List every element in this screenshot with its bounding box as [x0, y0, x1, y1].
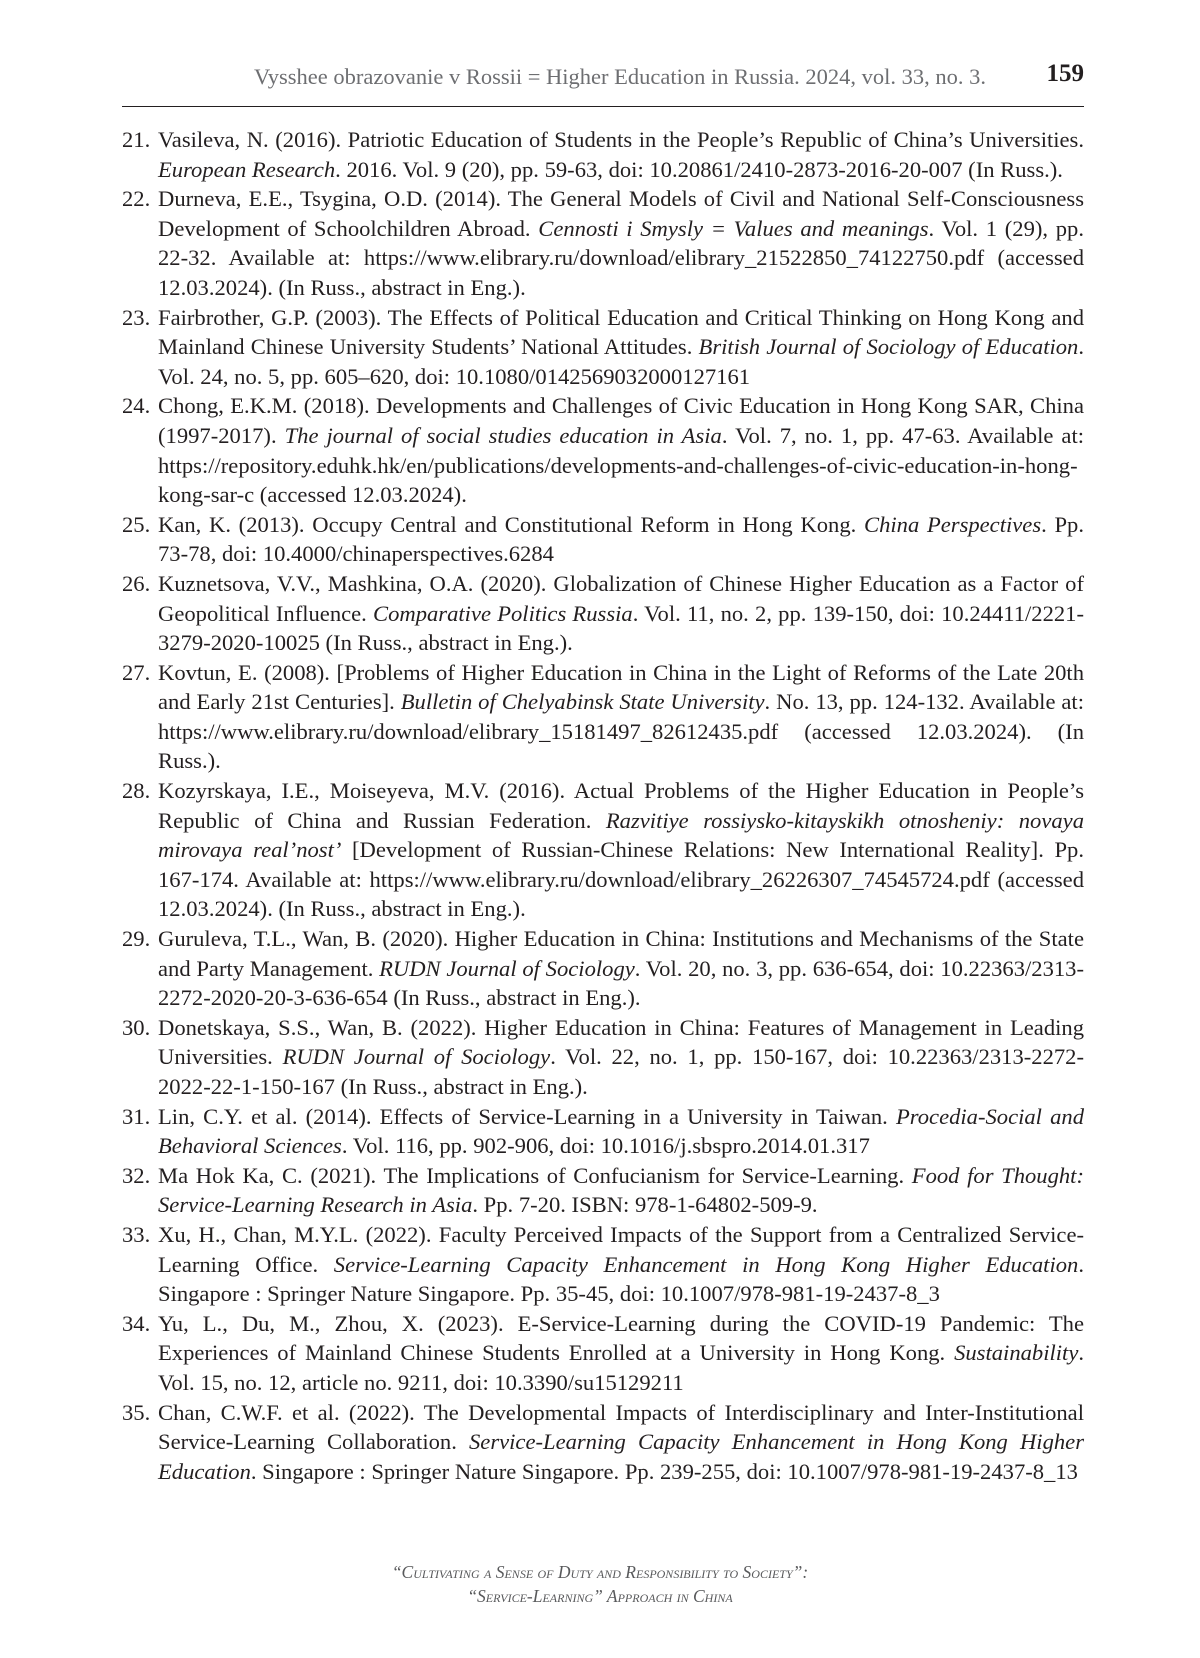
reference-source-title: Cennosti i Smysly = Values and meanings [538, 215, 929, 241]
reference-text: Chan, C.W.F. et al. (2022). The Developmental Impacts of Interdisciplinary and Inter-Institutional Service-Learning Collaboration. [158, 1399, 1084, 1455]
reference-item [122, 924, 1084, 1013]
reference-number: 27. [122, 659, 151, 685]
reference-item [122, 658, 1084, 776]
reference-item [122, 1398, 1084, 1487]
reference-text: Vasileva, N. (2016). Patriotic Education of Students in the People’s Republic of China’s Universities. [158, 127, 1084, 152]
reference-text: Kuznetsova, V.V., Mashkina, O.A. (2020). Globalization of Chinese Higher Education as a Factor of Geopolitical Influence. [158, 570, 1084, 626]
reference-number: 21. [122, 127, 151, 152]
reference-item [122, 510, 1084, 569]
reference-item [122, 1309, 1084, 1398]
reference-source-title: The journal of social studies education in Asia [284, 422, 722, 448]
reference-number: 29. [122, 926, 151, 952]
reference-source-title: China Perspectives [864, 511, 1042, 537]
reference-text: . Vol. 7, no. 1, pp. 47-63. Available at: https://repository.eduhk.hk/en/publications/developments-and-challenges-of-civic-education-in-hong-kong-sar-c (accessed 12.03.2024). [158, 422, 1084, 508]
reference-text: Durneva, E.E., Tsygina, O.D. (2014). The General Models of Civil and National Self-Consciousness Development of Schoolchildren Abroad. [158, 186, 1084, 241]
reference-text: Yu, L., Du, M., Zhou, X. (2023). E-Service-Learning during the COVID-19 Pandemic: The Experiences of Mainland Chinese Students Enrolled at a University in Hong Kong. [158, 1310, 1084, 1366]
footer-title-line-2: “Service-Learning” Approach in China [467, 1586, 733, 1606]
reference-number: 30. [122, 1014, 151, 1040]
reference-number: 35. [122, 1399, 151, 1425]
reference-text: . Vol. 116, pp. 902-906, doi: 10.1016/j.sbspro.2014.01.317 [341, 1133, 870, 1159]
reference-source-title: European Research [158, 156, 336, 182]
reference-text: . Vol. 20, no. 3, pp. 636-654, doi: 10.22363/2313-2272-2020-20-3-636-654 (In Russ., abstract in Eng.). [158, 955, 1085, 1011]
journal-title: Vysshee obrazovanie v Rossii = Higher Education in Russia. 2024, vol. 33, no. 3. [254, 64, 986, 89]
reference-number: 33. [122, 1221, 151, 1247]
reference-text: . No. 13, pp. 124-132. Available at: https://www.elibrary.ru/download/elibrary_15181497_82612435.pdf (accessed 12.03.2024). (In Russ.). [158, 689, 1084, 774]
reference-text: . Pp. 73-78, doi: 10.4000/chinaperspectives.6284 [158, 511, 1084, 567]
reference-number: 32. [122, 1162, 151, 1188]
reference-item [122, 391, 1084, 509]
reference-number: 26. [122, 570, 151, 596]
reference-item [122, 1220, 1084, 1309]
reference-item [122, 303, 1084, 392]
reference-item [122, 569, 1084, 658]
reference-source-title: Procedia-Social and Behavioral Sciences [158, 1103, 1084, 1159]
reference-text: Fairbrother, G.P. (2003). The Effects of Political Education and Critical Thinking on Hong Kong and Mainland Chinese University Students’ National Attitudes. [158, 304, 1084, 360]
reference-text: Guruleva, T.L., Wan, B. (2020). Higher Education in China: Institutions and Mechanisms of the State and Party Management. [158, 926, 1084, 981]
reference-number: 25. [122, 511, 151, 537]
reference-number: 34. [122, 1310, 151, 1336]
reference-text: . Vol. 11, no. 2, pp. 139-150, doi: 10.24411/2221-3279-2020-10025 (In Russ., abstract in Eng.). [158, 600, 1084, 656]
reference-item [122, 776, 1084, 924]
running-footer [0, 1560, 1200, 1608]
reference-item [122, 1013, 1084, 1102]
reference-source-title: Comparative Politics Russia [373, 600, 633, 626]
reference-number: 28. [122, 778, 151, 804]
reference-number: 24. [122, 393, 151, 419]
reference-item [122, 1161, 1084, 1220]
reference-source-title: Service-Learning Capacity Enhancement in Hong Kong Higher Education [333, 1251, 1079, 1277]
reference-text: Ma Hok Ka, C. (2021). The Implications of Confucianism for Service-Learning. [158, 1162, 912, 1188]
reference-source-title: Razvitiye rossiysko-kitayskikh otnosheniy: novaya mirovaya real’nost’ [158, 807, 1084, 863]
reference-source-title: RUDN Journal of Sociology [379, 955, 635, 981]
reference-text: [Development of Russian-Chinese Relations: New International Reality]. Pp. 167-174. Available at: https://www.elibrary.ru/download/elibrary_26226307_74545724.pdf (accessed 12.03.2024). (In Russ., abstract in Eng.). [158, 837, 1084, 922]
page-number: 159 [1046, 60, 1084, 87]
reference-source-title: RUDN Journal of Sociology [282, 1044, 551, 1070]
footer-title-line-1: “Cultivating a Sense of Duty and Responsibility to Society”: [391, 1562, 809, 1582]
reference-text: Donetskaya, S.S., Wan, B. (2022). Higher Education in China: Features of Management in Leading Universities. [158, 1014, 1084, 1070]
reference-list [122, 125, 1084, 1486]
reference-item [122, 125, 1084, 184]
reference-text: Chong, E.K.M. (2018). Developments and Challenges of Civic Education in Hong Kong SAR, China (1997-2017). [158, 393, 1084, 448]
reference-number: 31. [122, 1103, 151, 1129]
reference-text: . Vol. 22, no. 1, pp. 150-167, doi: 10.22363/2313-2272-2022-22-1-150-167 (In Russ., abstract in Eng.). [158, 1044, 1085, 1099]
reference-source-title: Service-Learning Capacity Enhancement in Hong Kong Higher Education [158, 1429, 1084, 1484]
reference-text: . Singapore : Springer Nature Singapore. Pp. 239-255, doi: 10.1007/978-981-19-2437-8_13 [250, 1458, 1078, 1484]
reference-text: . Pp. 7-20. ISBN: 978-1-64802-509-9. [472, 1192, 818, 1218]
reference-source-title: British Journal of Sociology of Education [698, 334, 1079, 360]
reference-text: . Vol. 24, no. 5, pp. 605–620, doi: 10.1080/0142569032000127161 [158, 334, 1084, 389]
reference-text: Lin, C.Y. et al. (2014). Effects of Service-Learning in a University in Taiwan. [158, 1103, 896, 1129]
reference-text: Kozyrskaya, I.E., Moiseyeva, M.V. (2016). Actual Problems of the Higher Education in People’s Republic of China and Russian Federation. [158, 778, 1084, 833]
reference-text: Kan, K. (2013). Occupy Central and Constitutional Reform in Hong Kong. [158, 511, 864, 537]
reference-item [122, 184, 1084, 302]
reference-text: Kovtun, E. (2008). [Problems of Higher Education in China in the Light of Reforms of the Late 20th and Early 21st Centuries]. [158, 659, 1084, 715]
reference-text: . Singapore : Springer Nature Singapore. Pp. 35-45, doi: 10.1007/978-981-19-2437-8_3 [158, 1251, 1084, 1307]
reference-text: . Vol. 1 (29), pp. 22-32. Available at: https://www.elibrary.ru/download/elibrary_21522850_74122750.pdf (accessed 12.03.2024). (In Russ., abstract in Eng.). [158, 215, 1084, 300]
reference-item [122, 1102, 1084, 1161]
reference-number: 22. [122, 186, 151, 212]
reference-source-title: Bulletin of Chelyabinsk State University [400, 689, 765, 715]
reference-source-title: Food for Thought: Service-Learning Research in Asia [158, 1162, 1084, 1218]
reference-source-title: Sustainability [954, 1340, 1079, 1366]
reference-text: . Vol. 15, no. 12, article no. 9211, doi: 10.3390/su15129211 [158, 1340, 1084, 1395]
running-header [122, 58, 1084, 107]
reference-text: . 2016. Vol. 9 (20), pp. 59-63, doi: 10.20861/2410-2873-2016-20-007 (In Russ.). [335, 156, 1063, 182]
reference-number: 23. [122, 304, 151, 330]
reference-text: Xu, H., Chan, M.Y.L. (2022). Faculty Perceived Impacts of the Support from a Centralized Service-Learning Office. [158, 1221, 1084, 1277]
